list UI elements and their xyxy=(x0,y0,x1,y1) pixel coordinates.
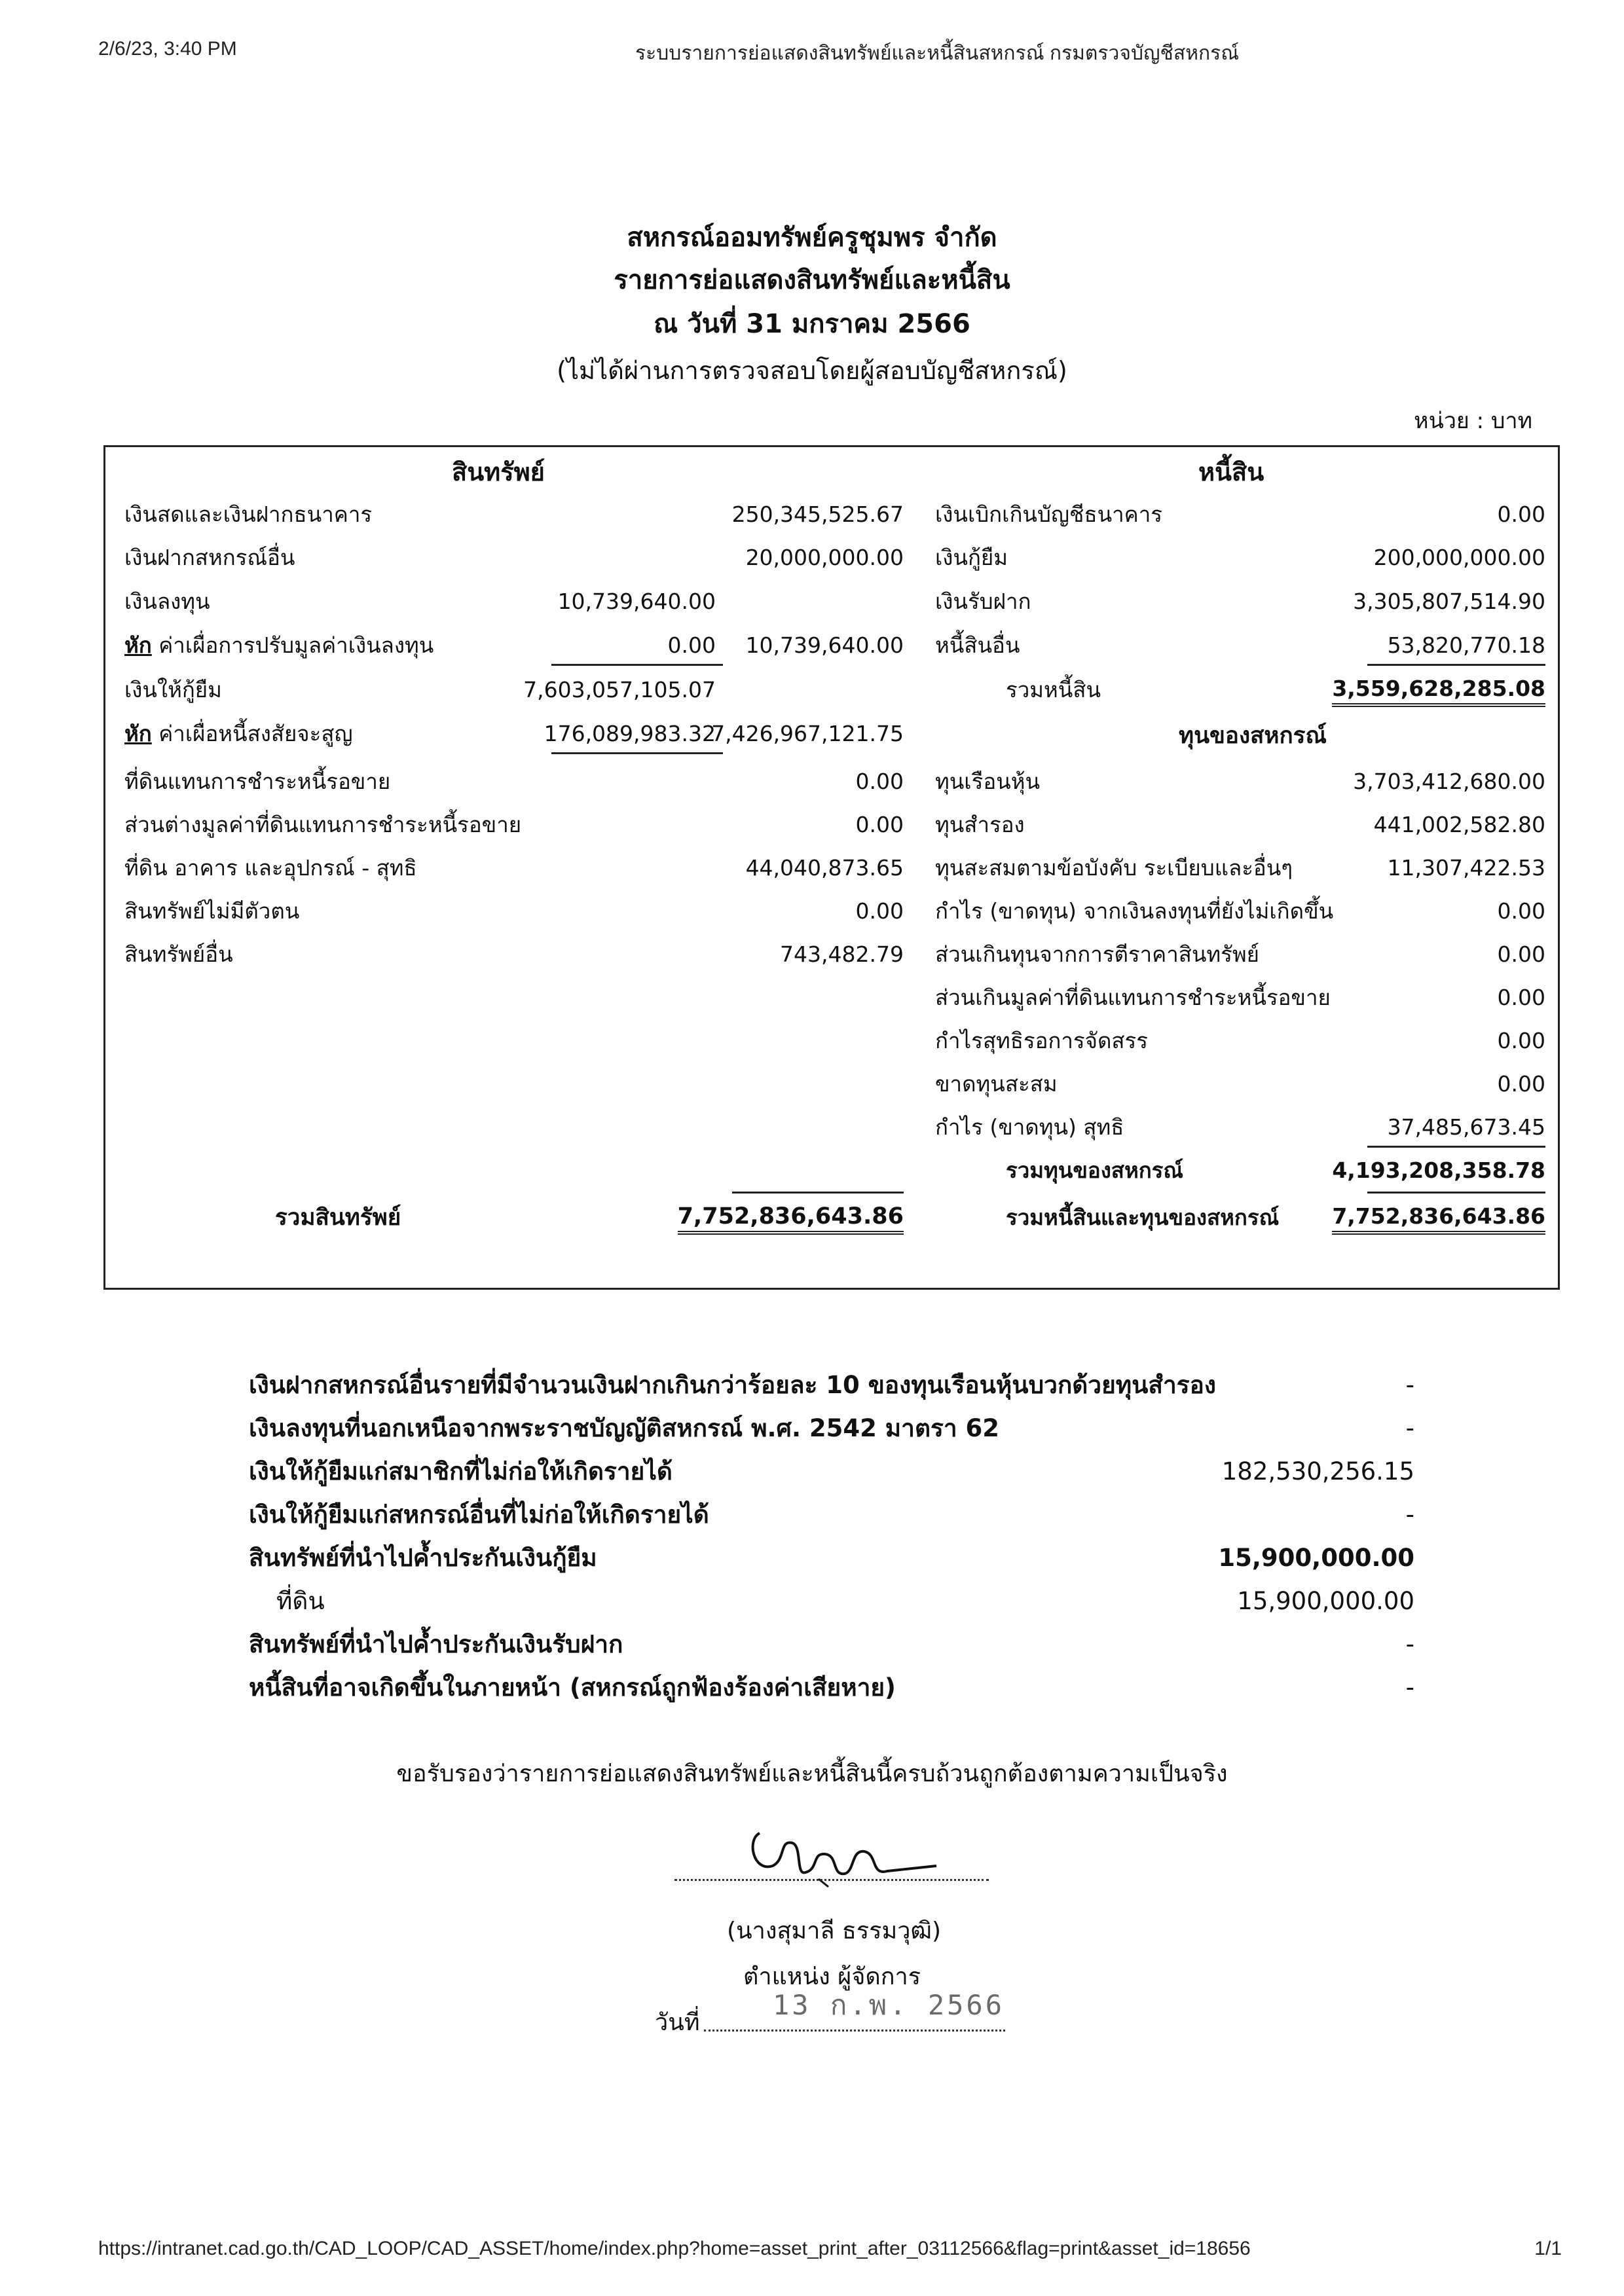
date-line xyxy=(704,2030,1005,2032)
signature-line xyxy=(674,1879,989,1881)
asset-row-foreclosed: ที่ดินแทนการชำระหนี้รอขาย 0.00 xyxy=(124,769,904,794)
asset-row-loan-allowance: หัก ค่าเผื่อหนี้สงสัยจะสูญ 176,089,983.32 7,426,967,121.75 xyxy=(124,721,904,746)
equity-row-accum-loss: ขาดทุนสะสม 0.00 xyxy=(935,1071,1545,1097)
equity-heading: ทุนของสหกรณ์ xyxy=(1179,723,1327,749)
underline-liab xyxy=(1367,664,1545,666)
liab-row-deposits: เงินรับฝาก 3,305,807,514.90 xyxy=(935,589,1545,614)
disclosure-item: เงินฝากสหกรณ์อื่นรายที่มีจำนวนเงินฝากเกินกว่าร้อยละ 10 ของทุนเรือนหุ้นบวกด้วยทุนสำรอง - xyxy=(249,1371,1414,1399)
equity-row-reserve: ทุนสำรอง 441,002,582.80 xyxy=(935,812,1545,837)
grand-total-row: รวมหนี้สินและทุนของสหกรณ์ 7,752,836,643.86 xyxy=(935,1202,1545,1233)
liab-row-borrowings: เงินกู้ยืม 200,000,000.00 xyxy=(935,545,1545,570)
footer-url: https://intranet.cad.go.th/CAD_LOOP/CAD_ASSET/home/index.php?home=asset_print_after_03112566&flag=print&asset_id=18656 xyxy=(98,2238,1251,2259)
signer-position: ตำแหน่ง ผู้จัดการ xyxy=(743,1963,921,1990)
equity-row-total: รวมทุนของสหกรณ์ 4,193,208,358.78 xyxy=(1006,1157,1545,1183)
date-stamp: 13 ก.พ. 2566 xyxy=(773,1989,1005,2021)
asset-row-loans: เงินให้กู้ยืม 7,603,057,105.07 xyxy=(124,677,716,702)
underline-loans xyxy=(551,752,723,754)
asset-row-other: สินทรัพย์อื่น 743,482.79 xyxy=(124,941,904,967)
asset-row-foreclosed-diff: ส่วนต่างมูลค่าที่ดินแทนการชำระหนี้รอขาย 0.00 xyxy=(124,812,904,837)
asset-row-deposit-other: เงินฝากสหกรณ์อื่น 20,000,000.00 xyxy=(124,545,904,570)
print-datetime: 2/6/23, 3:40 PM xyxy=(98,38,237,60)
disclosure-item: เงินลงทุนที่นอกเหนือจากพระราชบัญญัติสหกรณ์ พ.ศ. 2542 มาตรา 62 - xyxy=(249,1414,1414,1442)
unit-label: หน่วย : บาท xyxy=(1414,408,1532,434)
underline-equity xyxy=(1367,1146,1545,1148)
liabilities-heading: หนี้สิน xyxy=(1198,458,1264,486)
asset-total-label: รวมสินทรัพย์ xyxy=(275,1205,401,1231)
asset-total-amount: 7,752,836,643.86 xyxy=(714,1202,904,1233)
asset-row-ppe: ที่ดิน อาคาร และอุปกรณ์ - สุทธิ 44,040,873.65 xyxy=(124,855,904,881)
report-title: รายการย่อแสดงสินทรัพย์และหนี้สิน xyxy=(614,265,1010,295)
equity-row-reval-surplus: ส่วนเกินทุนจากการตีราคาสินทรัพย์ 0.00 xyxy=(935,941,1545,967)
asset-row-intangible: สินทรัพย์ไม่มีตัวตน 0.00 xyxy=(124,898,904,924)
disclosure-item: เงินให้กู้ยืมแก่สหกรณ์อื่นที่ไม่ก่อให้เกิดรายได้ - xyxy=(249,1501,1414,1529)
liab-row-total: รวมหนี้สิน 3,559,628,285.08 xyxy=(935,674,1545,706)
equity-row-foreclosed-surplus: ส่วนเกินมูลค่าที่ดินแทนการชำระหนี้รอขาย 0.00 xyxy=(935,985,1545,1010)
certification-statement: ขอรับรองว่ารายการย่อแสดงสินทรัพย์และหนี้สินนี้ครบถ้วนถูกต้องตามความเป็นจริง xyxy=(396,1760,1228,1787)
signer-name: (นางสุมาลี ธรรมวุฒิ) xyxy=(727,1918,942,1944)
disclosure-item: ที่ดิน 15,900,000.00 xyxy=(276,1587,1414,1615)
equity-row-share-capital: ทุนเรือนหุ้น 3,703,412,680.00 xyxy=(935,769,1545,794)
equity-row-funds: ทุนสะสมตามข้อบังคับ ระเบียบและอื่นๆ 11,307,422.53 xyxy=(935,855,1545,881)
equity-row-unappropriated: กำไรสุทธิรอการจัดสรร 0.00 xyxy=(935,1028,1545,1053)
report-date: ณ วันที่ 31 มกราคม 2566 xyxy=(654,309,970,339)
org-name: สหกรณ์ออมทรัพย์ครูชุมพร จำกัด xyxy=(627,223,997,253)
asset-row-cash: เงินสดและเงินฝากธนาคาร 250,345,525.67 xyxy=(124,501,904,527)
disclosure-item: สินทรัพย์ที่นำไปค้ำประกันเงินกู้ยืม 15,900,000.00 xyxy=(249,1544,1414,1572)
equity-row-net-profit: กำไร (ขาดทุน) สุทธิ 37,485,673.45 xyxy=(935,1114,1545,1140)
asset-total-topline xyxy=(732,1192,904,1194)
underline-investment xyxy=(551,664,723,666)
date-label: วันที่ xyxy=(655,2009,700,2036)
liab-row-overdraft: เงินเบิกเกินบัญชีธนาคาร 0.00 xyxy=(935,501,1545,527)
report-note: (ไม่ได้ผ่านการตรวจสอบโดยผู้สอบบัญชีสหกรณ์) xyxy=(557,356,1067,385)
assets-heading: สินทรัพย์ xyxy=(452,458,545,486)
asset-row-investment: เงินลงทุน 10,739,640.00 xyxy=(124,589,716,614)
system-title: ระบบรายการย่อแสดงสินทรัพย์และหนี้สินสหกรณ์ กรมตรวจบัญชีสหกรณ์ xyxy=(635,43,1240,64)
equity-row-unrealized: กำไร (ขาดทุน) จากเงินลงทุนที่ยังไม่เกิดขึ้น 0.00 xyxy=(935,898,1545,924)
liab-row-other: หนี้สินอื่น 53,820,770.18 xyxy=(935,632,1545,658)
page-number: 1/1 xyxy=(1534,2238,1562,2259)
asset-row-investment-adj: หัก ค่าเผื่อการปรับมูลค่าเงินลงทุน 0.00 10,739,640.00 xyxy=(124,632,904,658)
disclosure-item: สินทรัพย์ที่นำไปค้ำประกันเงินรับฝาก - xyxy=(249,1630,1414,1658)
disclosure-item: เงินให้กู้ยืมแก่สมาชิกที่ไม่ก่อให้เกิดรายได้ 182,530,256.15 xyxy=(249,1457,1414,1485)
disclosure-item: หนี้สินที่อาจเกิดขึ้นในภายหน้า (สหกรณ์ถูกฟ้องร้องค่าเสียหาย) - xyxy=(249,1673,1414,1702)
underline-equity-total xyxy=(1367,1192,1545,1194)
